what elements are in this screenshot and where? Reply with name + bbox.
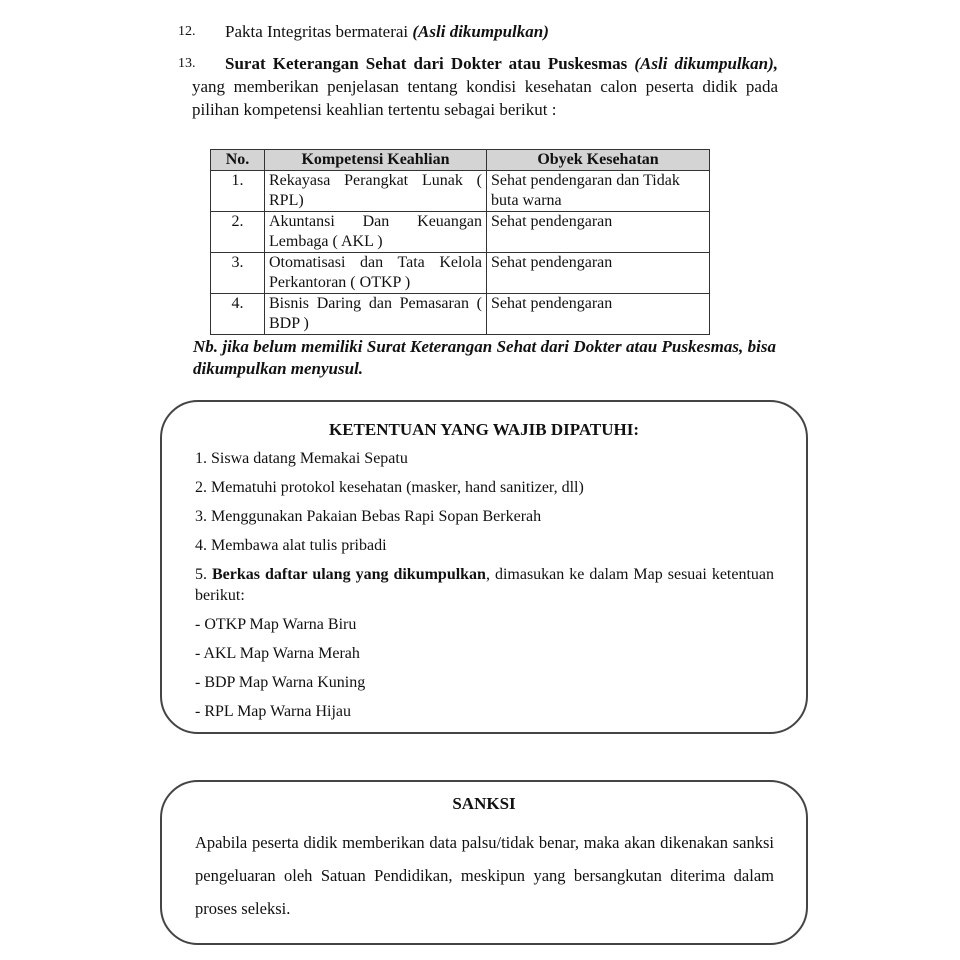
rule-number: 5. (195, 566, 212, 583)
rule-bold-label: Berkas daftar ulang yang dikumpulkan (212, 566, 486, 583)
map-color-item: - AKL Map Warna Merah (195, 645, 360, 662)
sanctions-title: SANKSI (452, 794, 516, 813)
item-bold-label: Surat Keterangan Sehat dari Dokter atau Puskesmas (225, 54, 628, 73)
item-description: yang memberikan penjelasan tentang kondisi kesehatan calon peserta didik pada pilihan kompetensi keahlian tertentu sebagai berikut : (192, 77, 778, 119)
rule-text: , dimasukan ke dalam Map sesuai ketentuan berikut: (195, 566, 775, 604)
item-emphasis: (Asli dikumpulkan) (412, 22, 549, 41)
cell-kompetensi: Otomatisasi dan Tata Kelola Perkantoran ( OTKP ) (265, 253, 487, 294)
table-row (211, 212, 710, 253)
cell-kompetensi: Bisnis Daring dan Pemasaran ( BDP ) (265, 294, 487, 335)
table-row (211, 294, 710, 335)
requirement-item-13 (178, 52, 778, 121)
item-text (192, 52, 778, 121)
cell-obyek: Sehat pendengaran dan Tidak buta warna (487, 171, 710, 212)
health-certificate-note: Nb. jika belum memiliki Surat Keterangan Sehat dari Dokter atau Puskesmas, bisa dikumpulkan menyusul. (193, 337, 776, 378)
rule-item: 4. Membawa alat tulis pribadi (195, 537, 387, 554)
item-text (225, 20, 549, 43)
item-emphasis: (Asli dikumpulkan), (634, 54, 779, 73)
table-header-row (211, 150, 710, 171)
rules-title: KETENTUAN YANG WAJIB DIPATUHI: (329, 420, 639, 439)
rule-item: 3. Menggunakan Pakaian Bebas Rapi Sopan Berkerah (195, 508, 542, 525)
cell-no: 1. (211, 171, 265, 212)
rule-item: 1. Siswa datang Memakai Sepatu (195, 450, 408, 467)
cell-no: 2. (211, 212, 265, 253)
header-no: No. (211, 150, 265, 171)
item-number: 13. (178, 56, 196, 71)
header-kompetensi: Kompetensi Keahlian (265, 150, 487, 171)
cell-obyek: Sehat pendengaran (487, 253, 710, 294)
rules-list (195, 448, 774, 730)
item-number: 12. (178, 24, 196, 39)
cell-kompetensi: Rekayasa Perangkat Lunak ( RPL) (265, 171, 487, 212)
health-requirements-table (210, 149, 710, 335)
rule-item-documents (195, 564, 774, 606)
sanctions-box (160, 780, 808, 945)
sanctions-text: Apabila peserta didik memberikan data palsu/tidak benar, maka akan dikenakan sanksi pengeluaran oleh Satuan Pendidikan, meskipun yang bersangkutan diterima dalam proses seleksi. (195, 833, 774, 918)
cell-kompetensi: Akuntansi Dan Keuangan Lembaga ( AKL ) (265, 212, 487, 253)
map-color-item: - OTKP Map Warna Biru (195, 616, 357, 633)
table-row (211, 253, 710, 294)
map-color-item: - RPL Map Warna Hijau (195, 703, 352, 720)
rule-item: 2. Mematuhi protokol kesehatan (masker, hand sanitizer, dll) (195, 479, 584, 496)
cell-obyek: Sehat pendengaran (487, 294, 710, 335)
header-obyek: Obyek Kesehatan (487, 150, 710, 171)
cell-no: 4. (211, 294, 265, 335)
cell-no: 3. (211, 253, 265, 294)
table-row (211, 171, 710, 212)
cell-obyek: Sehat pendengaran (487, 212, 710, 253)
item-label: Pakta Integritas bermaterai (225, 22, 413, 41)
rules-box (160, 400, 808, 734)
map-color-item: - BDP Map Warna Kuning (195, 674, 366, 691)
